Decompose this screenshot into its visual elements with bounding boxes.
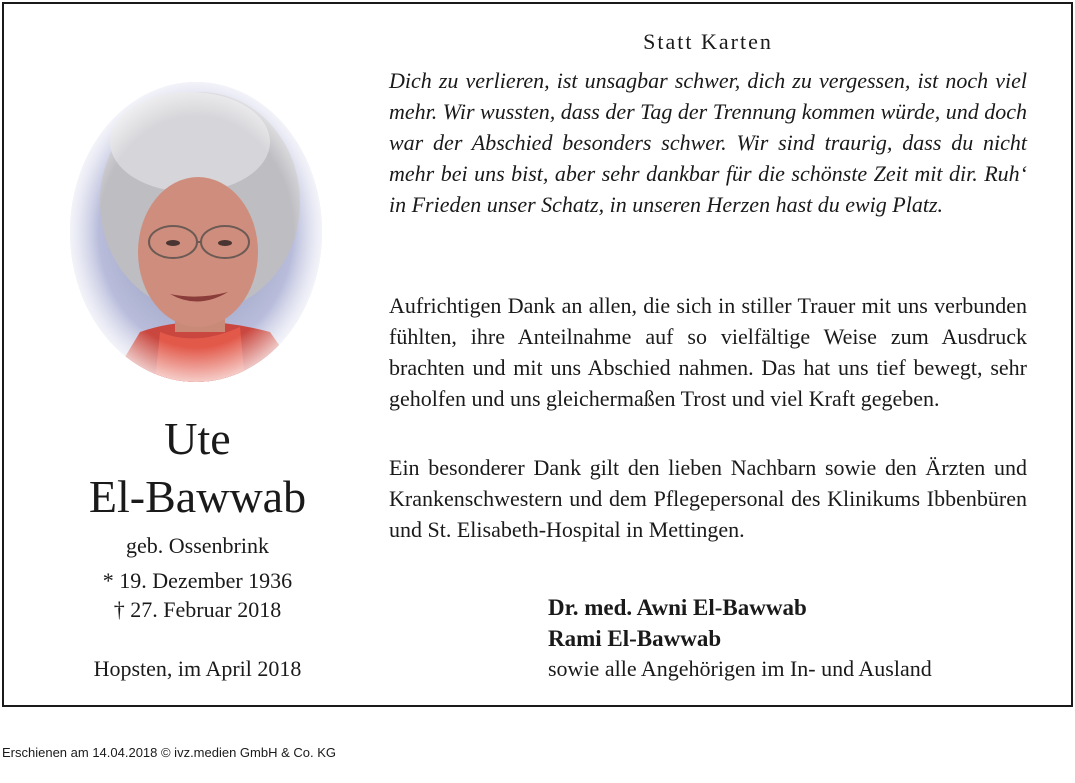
deceased-first-name: Ute	[164, 413, 231, 464]
publication-footer: Erschienen am 14.04.2018 © ivz.medien GmbH & Co. KG	[2, 745, 337, 760]
special-thanks-paragraph: Ein besonderer Dank gilt den lieben Nachbarn sowie den Ärzten und Krankenschwestern und dem Pflegepersonal des Klinikums Ibbenbüren und St. Elisabeth-Hospital in Mettingen.	[389, 455, 1027, 542]
birth-date: * 19. Dezember 1936	[102, 568, 293, 593]
place-and-date: Hopsten, im April 2018	[93, 656, 302, 681]
poem-paragraph: Dich zu verlieren, ist unsagbar schwer, dich zu vergessen, ist noch viel mehr. Wir wussten, dass der Tag der Trennung kommen würde, und doch war der Abschied besonders schwer. Wir sind traurig, dass du nicht mehr bei uns bist, aber sehr dankbar für die schönste Zeit mit dir. Ruh‘ in Frieden unser Schatz, in unseren Herzen hast du ewig Platz.	[389, 68, 1028, 217]
death-date: † 27. Februar 2018	[113, 597, 282, 622]
relatives-line: sowie alle Angehörigen im In- und Ausland	[548, 656, 932, 681]
signer-name: Dr. med. Awni El-Bawwab	[548, 595, 807, 620]
thanks-paragraph: Aufrichtigen Dank an allen, die sich in stiller Trauer mit uns verbunden fühlten, ihre Anteilnahme auf so vielfältige Weise zum Ausdruck brachten und mit uns Abschied nahmen. Das hat uns tief bewegt, sehr geholfen und uns gleichermaßen Trost und viel Kraft gegeben.	[389, 293, 1027, 411]
notice-heading: Statt Karten	[643, 29, 773, 54]
birth-name: geb. Ossenbrink	[126, 533, 269, 558]
signer-name: Rami El-Bawwab	[548, 626, 722, 651]
portrait-photo	[70, 82, 322, 382]
deceased-last-name: El-Bawwab	[88, 471, 307, 522]
